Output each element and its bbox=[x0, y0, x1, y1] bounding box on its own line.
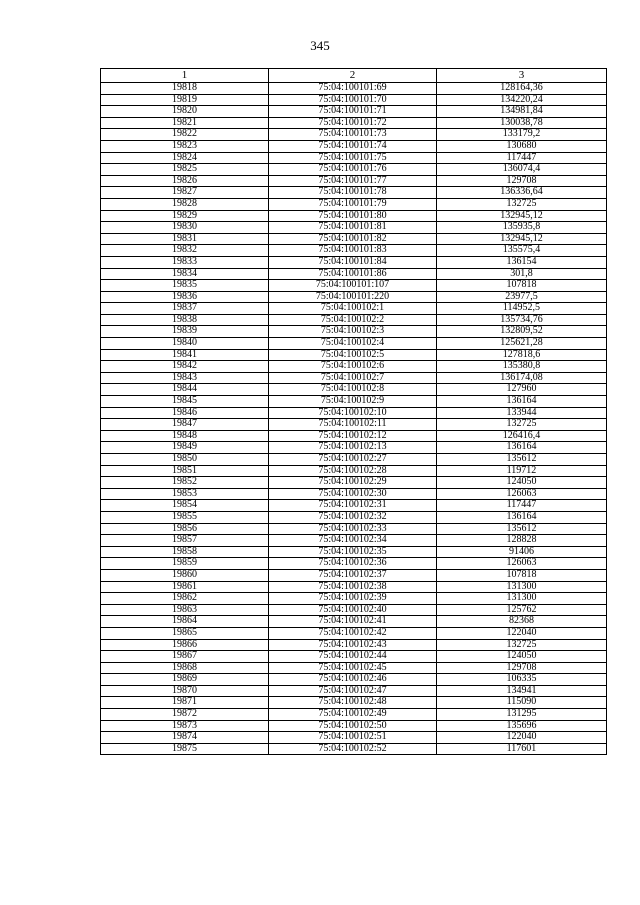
value-cell: 129708 bbox=[437, 662, 607, 674]
value-cell: 126063 bbox=[437, 558, 607, 570]
table-row bbox=[101, 569, 607, 581]
table-row bbox=[101, 222, 607, 234]
cadastral-number-cell: 75:04:100102:49 bbox=[269, 709, 437, 721]
table-row bbox=[101, 338, 607, 350]
value-cell: 132945,12 bbox=[437, 210, 607, 222]
table-row bbox=[101, 662, 607, 674]
cadastral-number-cell: 75:04:100102:50 bbox=[269, 720, 437, 732]
cadastral-number-cell: 75:04:100101:70 bbox=[269, 94, 437, 106]
table-row bbox=[101, 326, 607, 338]
table-row bbox=[101, 106, 607, 118]
row-number-cell: 19866 bbox=[101, 639, 269, 651]
table-row bbox=[101, 465, 607, 477]
cadastral-number-cell: 75:04:100101:77 bbox=[269, 175, 437, 187]
page-number: 345 bbox=[310, 38, 330, 53]
row-number-cell: 19821 bbox=[101, 117, 269, 129]
header-row bbox=[101, 69, 607, 83]
row-number-cell: 19847 bbox=[101, 419, 269, 431]
value-cell: 136074,4 bbox=[437, 164, 607, 176]
table-row bbox=[101, 210, 607, 222]
row-number-cell: 19845 bbox=[101, 396, 269, 408]
row-number-cell: 19824 bbox=[101, 152, 269, 164]
table-row bbox=[101, 175, 607, 187]
table-row bbox=[101, 674, 607, 686]
cadastral-number-cell: 75:04:100102:36 bbox=[269, 558, 437, 570]
cadastral-number-cell: 75:04:100102:52 bbox=[269, 743, 437, 755]
table-row bbox=[101, 454, 607, 466]
data-table bbox=[100, 68, 607, 755]
value-cell: 125762 bbox=[437, 604, 607, 616]
row-number-cell: 19871 bbox=[101, 697, 269, 709]
value-cell: 136174,08 bbox=[437, 372, 607, 384]
table-row bbox=[101, 152, 607, 164]
value-cell: 132725 bbox=[437, 639, 607, 651]
value-cell: 134941 bbox=[437, 685, 607, 697]
table-row bbox=[101, 442, 607, 454]
table-row bbox=[101, 268, 607, 280]
cadastral-number-cell: 75:04:100102:51 bbox=[269, 732, 437, 744]
row-number-cell: 19839 bbox=[101, 326, 269, 338]
cadastral-number-cell: 75:04:100102:8 bbox=[269, 384, 437, 396]
value-cell: 23977,5 bbox=[437, 291, 607, 303]
value-cell: 136164 bbox=[437, 396, 607, 408]
row-number-cell: 19869 bbox=[101, 674, 269, 686]
cadastral-number-cell: 75:04:100101:75 bbox=[269, 152, 437, 164]
cadastral-number-cell: 75:04:100101:79 bbox=[269, 198, 437, 210]
row-number-cell: 19861 bbox=[101, 581, 269, 593]
table-row bbox=[101, 291, 607, 303]
table-row bbox=[101, 129, 607, 141]
value-cell: 136164 bbox=[437, 442, 607, 454]
table-row bbox=[101, 732, 607, 744]
table-row bbox=[101, 535, 607, 547]
row-number-cell: 19851 bbox=[101, 465, 269, 477]
cadastral-number-cell: 75:04:100101:82 bbox=[269, 233, 437, 245]
cadastral-number-cell: 75:04:100102:46 bbox=[269, 674, 437, 686]
cadastral-number-cell: 75:04:100102:10 bbox=[269, 407, 437, 419]
value-cell: 130680 bbox=[437, 140, 607, 152]
row-number-cell: 19859 bbox=[101, 558, 269, 570]
table-row bbox=[101, 593, 607, 605]
value-cell: 131295 bbox=[437, 709, 607, 721]
row-number-cell: 19849 bbox=[101, 442, 269, 454]
cadastral-number-cell: 75:04:100101:76 bbox=[269, 164, 437, 176]
cadastral-number-cell: 75:04:100101:78 bbox=[269, 187, 437, 199]
table-row bbox=[101, 314, 607, 326]
cadastral-number-cell: 75:04:100101:73 bbox=[269, 129, 437, 141]
row-number-cell: 19833 bbox=[101, 256, 269, 268]
row-number-cell: 19865 bbox=[101, 627, 269, 639]
row-number-cell: 19867 bbox=[101, 651, 269, 663]
cadastral-number-cell: 75:04:100102:43 bbox=[269, 639, 437, 651]
value-cell: 82368 bbox=[437, 616, 607, 628]
table-row bbox=[101, 303, 607, 315]
row-number-cell: 19857 bbox=[101, 535, 269, 547]
table-row bbox=[101, 372, 607, 384]
cadastral-number-cell: 75:04:100102:45 bbox=[269, 662, 437, 674]
value-cell: 131300 bbox=[437, 593, 607, 605]
cadastral-number-cell: 75:04:100101:220 bbox=[269, 291, 437, 303]
row-number-cell: 19830 bbox=[101, 222, 269, 234]
table-row bbox=[101, 477, 607, 489]
table-row bbox=[101, 604, 607, 616]
table-row bbox=[101, 558, 607, 570]
value-cell: 132725 bbox=[437, 198, 607, 210]
table-row bbox=[101, 361, 607, 373]
table-row bbox=[101, 639, 607, 651]
cadastral-number-cell: 75:04:100101:80 bbox=[269, 210, 437, 222]
table-row bbox=[101, 349, 607, 361]
table-row bbox=[101, 697, 607, 709]
cadastral-number-cell: 75:04:100102:1 bbox=[269, 303, 437, 315]
row-number-cell: 19853 bbox=[101, 488, 269, 500]
cadastral-number-cell: 75:04:100102:11 bbox=[269, 419, 437, 431]
table-row bbox=[101, 627, 607, 639]
row-number-cell: 19834 bbox=[101, 268, 269, 280]
row-number-cell: 19860 bbox=[101, 569, 269, 581]
row-number-cell: 19870 bbox=[101, 685, 269, 697]
cadastral-number-cell: 75:04:100101:72 bbox=[269, 117, 437, 129]
row-number-cell: 19831 bbox=[101, 233, 269, 245]
value-cell: 115090 bbox=[437, 697, 607, 709]
cadastral-number-cell: 75:04:100102:30 bbox=[269, 488, 437, 500]
value-cell: 134981,84 bbox=[437, 106, 607, 118]
cadastral-number-cell: 75:04:100102:4 bbox=[269, 338, 437, 350]
row-number-cell: 19850 bbox=[101, 454, 269, 466]
table-row bbox=[101, 198, 607, 210]
value-cell: 133944 bbox=[437, 407, 607, 419]
cadastral-number-cell: 75:04:100102:3 bbox=[269, 326, 437, 338]
value-cell: 134220,24 bbox=[437, 94, 607, 106]
value-cell: 124050 bbox=[437, 477, 607, 489]
value-cell: 127960 bbox=[437, 384, 607, 396]
value-cell: 126416,4 bbox=[437, 430, 607, 442]
cadastral-number-cell: 75:04:100102:9 bbox=[269, 396, 437, 408]
value-cell: 117447 bbox=[437, 152, 607, 164]
table-row bbox=[101, 720, 607, 732]
table-row bbox=[101, 685, 607, 697]
cadastral-number-cell: 75:04:100102:6 bbox=[269, 361, 437, 373]
row-number-cell: 19840 bbox=[101, 338, 269, 350]
row-number-cell: 19832 bbox=[101, 245, 269, 257]
value-cell: 135612 bbox=[437, 523, 607, 535]
row-number-cell: 19852 bbox=[101, 477, 269, 489]
column-header-1: 1 bbox=[101, 69, 269, 83]
cadastral-number-cell: 75:04:100101:81 bbox=[269, 222, 437, 234]
row-number-cell: 19836 bbox=[101, 291, 269, 303]
cadastral-number-cell: 75:04:100101:86 bbox=[269, 268, 437, 280]
cadastral-number-cell: 75:04:100101:107 bbox=[269, 280, 437, 292]
table-row bbox=[101, 709, 607, 721]
cadastral-number-cell: 75:04:100102:44 bbox=[269, 651, 437, 663]
cadastral-number-cell: 75:04:100101:84 bbox=[269, 256, 437, 268]
cadastral-number-cell: 75:04:100102:31 bbox=[269, 500, 437, 512]
table-row bbox=[101, 94, 607, 106]
table-row bbox=[101, 164, 607, 176]
cadastral-number-cell: 75:04:100102:12 bbox=[269, 430, 437, 442]
value-cell: 131300 bbox=[437, 581, 607, 593]
table-row bbox=[101, 651, 607, 663]
cadastral-number-cell: 75:04:100102:7 bbox=[269, 372, 437, 384]
row-number-cell: 19854 bbox=[101, 500, 269, 512]
cadastral-number-cell: 75:04:100102:48 bbox=[269, 697, 437, 709]
row-number-cell: 19864 bbox=[101, 616, 269, 628]
row-number-cell: 19838 bbox=[101, 314, 269, 326]
cadastral-number-cell: 75:04:100102:39 bbox=[269, 593, 437, 605]
value-cell: 301,8 bbox=[437, 268, 607, 280]
column-header-2: 2 bbox=[269, 69, 437, 83]
row-number-cell: 19818 bbox=[101, 83, 269, 95]
value-cell: 132725 bbox=[437, 419, 607, 431]
value-cell: 133179,2 bbox=[437, 129, 607, 141]
table-row bbox=[101, 581, 607, 593]
table-row bbox=[101, 140, 607, 152]
row-number-cell: 19855 bbox=[101, 511, 269, 523]
value-cell: 122040 bbox=[437, 732, 607, 744]
cadastral-number-cell: 75:04:100102:40 bbox=[269, 604, 437, 616]
row-number-cell: 19868 bbox=[101, 662, 269, 674]
cadastral-number-cell: 75:04:100101:83 bbox=[269, 245, 437, 257]
value-cell: 135380,8 bbox=[437, 361, 607, 373]
row-number-cell: 19822 bbox=[101, 129, 269, 141]
table-row bbox=[101, 396, 607, 408]
row-number-cell: 19862 bbox=[101, 593, 269, 605]
row-number-cell: 19820 bbox=[101, 106, 269, 118]
value-cell: 122040 bbox=[437, 627, 607, 639]
cadastral-number-cell: 75:04:100102:5 bbox=[269, 349, 437, 361]
value-cell: 126063 bbox=[437, 488, 607, 500]
value-cell: 117447 bbox=[437, 500, 607, 512]
row-number-cell: 19848 bbox=[101, 430, 269, 442]
cadastral-number-cell: 75:04:100102:35 bbox=[269, 546, 437, 558]
cadastral-number-cell: 75:04:100102:38 bbox=[269, 581, 437, 593]
table-body bbox=[101, 83, 607, 755]
row-number-cell: 19863 bbox=[101, 604, 269, 616]
value-cell: 128164,36 bbox=[437, 83, 607, 95]
row-number-cell: 19844 bbox=[101, 384, 269, 396]
cadastral-number-cell: 75:04:100102:29 bbox=[269, 477, 437, 489]
value-cell: 107818 bbox=[437, 569, 607, 581]
row-number-cell: 19828 bbox=[101, 198, 269, 210]
value-cell: 117601 bbox=[437, 743, 607, 755]
table-row bbox=[101, 743, 607, 755]
row-number-cell: 19837 bbox=[101, 303, 269, 315]
row-number-cell: 19829 bbox=[101, 210, 269, 222]
value-cell: 132945,12 bbox=[437, 233, 607, 245]
row-number-cell: 19843 bbox=[101, 372, 269, 384]
value-cell: 135612 bbox=[437, 454, 607, 466]
row-number-cell: 19846 bbox=[101, 407, 269, 419]
value-cell: 135734,76 bbox=[437, 314, 607, 326]
value-cell: 106335 bbox=[437, 674, 607, 686]
value-cell: 114952,5 bbox=[437, 303, 607, 315]
row-number-cell: 19873 bbox=[101, 720, 269, 732]
value-cell: 129708 bbox=[437, 175, 607, 187]
cadastral-number-cell: 75:04:100102:13 bbox=[269, 442, 437, 454]
value-cell: 136154 bbox=[437, 256, 607, 268]
value-cell: 124050 bbox=[437, 651, 607, 663]
cadastral-number-cell: 75:04:100102:2 bbox=[269, 314, 437, 326]
table-row bbox=[101, 523, 607, 535]
table-row bbox=[101, 488, 607, 500]
table-row bbox=[101, 280, 607, 292]
row-number-cell: 19842 bbox=[101, 361, 269, 373]
table-row bbox=[101, 430, 607, 442]
cadastral-number-cell: 75:04:100101:69 bbox=[269, 83, 437, 95]
value-cell: 135935,8 bbox=[437, 222, 607, 234]
value-cell: 119712 bbox=[437, 465, 607, 477]
value-cell: 127818,6 bbox=[437, 349, 607, 361]
cadastral-number-cell: 75:04:100101:71 bbox=[269, 106, 437, 118]
cadastral-number-cell: 75:04:100101:74 bbox=[269, 140, 437, 152]
cadastral-number-cell: 75:04:100102:47 bbox=[269, 685, 437, 697]
cadastral-number-cell: 75:04:100102:41 bbox=[269, 616, 437, 628]
cadastral-number-cell: 75:04:100102:32 bbox=[269, 511, 437, 523]
table-row bbox=[101, 500, 607, 512]
table-row bbox=[101, 616, 607, 628]
cadastral-number-cell: 75:04:100102:33 bbox=[269, 523, 437, 535]
value-cell: 135696 bbox=[437, 720, 607, 732]
row-number-cell: 19872 bbox=[101, 709, 269, 721]
value-cell: 132809,52 bbox=[437, 326, 607, 338]
row-number-cell: 19823 bbox=[101, 140, 269, 152]
row-number-cell: 19827 bbox=[101, 187, 269, 199]
table-row bbox=[101, 256, 607, 268]
value-cell: 135575,4 bbox=[437, 245, 607, 257]
table-row bbox=[101, 83, 607, 95]
row-number-cell: 19819 bbox=[101, 94, 269, 106]
table-row bbox=[101, 511, 607, 523]
table-row bbox=[101, 187, 607, 199]
table-row bbox=[101, 245, 607, 257]
row-number-cell: 19874 bbox=[101, 732, 269, 744]
value-cell: 125621,28 bbox=[437, 338, 607, 350]
value-cell: 91406 bbox=[437, 546, 607, 558]
cadastral-number-cell: 75:04:100102:34 bbox=[269, 535, 437, 547]
row-number-cell: 19858 bbox=[101, 546, 269, 558]
row-number-cell: 19825 bbox=[101, 164, 269, 176]
value-cell: 107818 bbox=[437, 280, 607, 292]
row-number-cell: 19856 bbox=[101, 523, 269, 535]
cadastral-number-cell: 75:04:100102:42 bbox=[269, 627, 437, 639]
value-cell: 136336,64 bbox=[437, 187, 607, 199]
table-row bbox=[101, 546, 607, 558]
table-row bbox=[101, 384, 607, 396]
table-row bbox=[101, 117, 607, 129]
cadastral-number-cell: 75:04:100102:28 bbox=[269, 465, 437, 477]
cadastral-number-cell: 75:04:100102:37 bbox=[269, 569, 437, 581]
row-number-cell: 19835 bbox=[101, 280, 269, 292]
table-row bbox=[101, 419, 607, 431]
column-header-3: 3 bbox=[437, 69, 607, 83]
row-number-cell: 19875 bbox=[101, 743, 269, 755]
table-row bbox=[101, 233, 607, 245]
value-cell: 130038,78 bbox=[437, 117, 607, 129]
table-row bbox=[101, 407, 607, 419]
value-cell: 136164 bbox=[437, 511, 607, 523]
row-number-cell: 19841 bbox=[101, 349, 269, 361]
value-cell: 128828 bbox=[437, 535, 607, 547]
row-number-cell: 19826 bbox=[101, 175, 269, 187]
cadastral-number-cell: 75:04:100102:27 bbox=[269, 454, 437, 466]
